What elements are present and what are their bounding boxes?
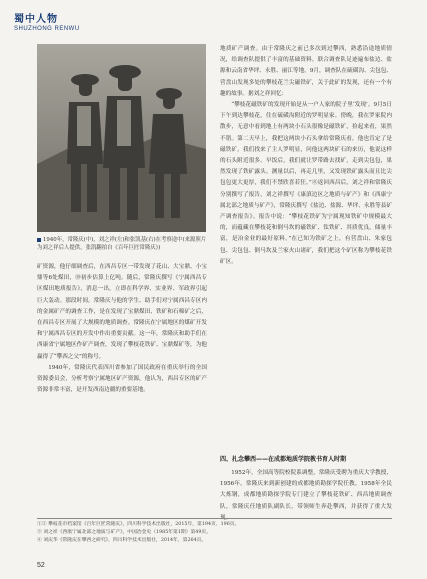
footnote: ④ 刘庆华《常隆庆在攀西之研究》，四川科学技术出版社，2014年，第264页。: [37, 538, 207, 543]
footnote: ③ 刘之祥《西康宁属北部之地质与矿产》，中国冶金史（1985年第1期）第49页。: [37, 530, 211, 535]
column-title: 蜀中人物: [14, 14, 58, 25]
footnotes: [37, 521, 392, 545]
caption-marker-icon: [37, 238, 41, 242]
footnote: ①② 攀枝花市档案馆《百年巨匠常隆庆》，四川科学技术出版社，2015年，第194页、196页。: [37, 522, 240, 527]
historical-photo: [37, 44, 206, 232]
right-column-text: [220, 44, 392, 268]
paragraph: 1940年，常隆庆代表四川省参加了国民政府在重庆举行的全国资源委员会，分析考察宁属地区矿产资源，他认为，西昌专区的矿产资源非常丰富，是开发西南边疆的重要基地。: [37, 364, 207, 394]
photo-caption: [37, 236, 207, 252]
right-column-text-bottom: [220, 468, 392, 524]
footnote-divider: [37, 518, 392, 519]
paragraph: 1952年，全国高等院校院系调整，常隆庆受聘为重庆大学教授，1956年，常隆庆来到新创建的成都地质勘探学院任教。1958年全民大炼钢，成都地质勘探学院专门建立了攀枝花铁矿、西昌地质调查队，常隆庆任地质队副队长，带领师生奔赴攀西，并获得了重大发现。: [220, 470, 392, 521]
photo-caption-text: 1940年，常隆庆(中)，刘之祥(左)和张凯基(右)在考察途中(来源照片为刘之祥后人提供，张凯翻拍自《百年巨匠常隆庆》): [37, 237, 207, 251]
left-column-text: [37, 262, 207, 396]
paragraph: 矿资源，他仔细调查后，在西昌专区一带发现了花山、大宝鼎、小宝鼎等6处煤田，⑩初步估算上亿吨。随后，常隆庆撰写《宁属西昌专区煤田地质报告》，消息一出，立即在科学界、实业界、军政界引起巨大轰动。那段时间，常隆庆与他的学生、助手们对宁属西昌专区内的金属矿产的调查工作，是在发现了宝鼎煤田、铁矿和石棉矿之后，在西昌专区开展了大规模的地质调查。常隆庆在宁属地区的煤矿开发和宁属西昌专区的开发中作出重要贡献。这一年，常隆庆和助手们在西康省宁属地区作矿产调查，发现了攀枝花铁矿、宝鼎煤矿等，为他赢得了“攀西之父”的称号。: [37, 264, 207, 360]
column-header: [14, 10, 80, 32]
paragraph: 地质矿产调查。由于常隆庆之前已多次到过攀西，熟悉沿途地质情况，给调查队提供了丰富的基础资料。联合调查队足迹遍布盐边、盐源和云南省华坪、永胜、丽江等地。9月，调查队在硫磺沟、尖包包、营盘山发现多处的攀枝花兰尖磁铁矿，关于此矿的发现，还有一个有趣的故事。据刘之祥回忆：: [220, 46, 392, 97]
column-title-pinyin: SHUZHONG RENWU: [14, 26, 80, 32]
section-heading: 四、扎念攀西——在成都地质学院教书育人时期: [220, 456, 347, 463]
page-number: 52: [37, 562, 45, 569]
paragraph: “攀枝花磁铁矿的发现开始是从一户人家的院子里‘发现’。9月5日下午到达攀枝花，住在硫磺沟附近的罗明显家。傍晚，我在罗家院内散步，无意中看到地上有两块小石头很像是磁铁矿，捡起来看，果然不错。第二天早上，我把这两块小石头拿给常隆庆看，他也肯定了是磁铁矿。我们找来了主人罗明显，问他这两块矿石的来历，他说这样的石头附近很多。早饭后，我们就让罗带路去找矿，走到尖包包，果然发现了铁矿露头。测量以后，再走几里，又发现铁矿露头而且比尖包包更大更厚，我们不禁欣喜若狂。”⑧返回西昌后，刘之祥和常隆庆分别撰写了报告，刘之祥撰写《康滇边区之地质与矿产》和《西康宁属北部之地质与矿产》，常隆庆撰写《盐边、盐源、华坪、永胜等县矿产调查报告》。报告中说：“攀枝花铁矿为宁属现知铁矿中规模最大的，而蕴藏在攀枝花和倒马坎的磁铁矿、钛铁矿、其质优良，储量丰富，是冶金业的最好原料。”在已知为铁矿之上，有营盘山、朱家包包、尖包包、倒马坎及兰家火山诸矿，我们把这个矿区称为攀枝花铁矿区。: [220, 102, 392, 265]
